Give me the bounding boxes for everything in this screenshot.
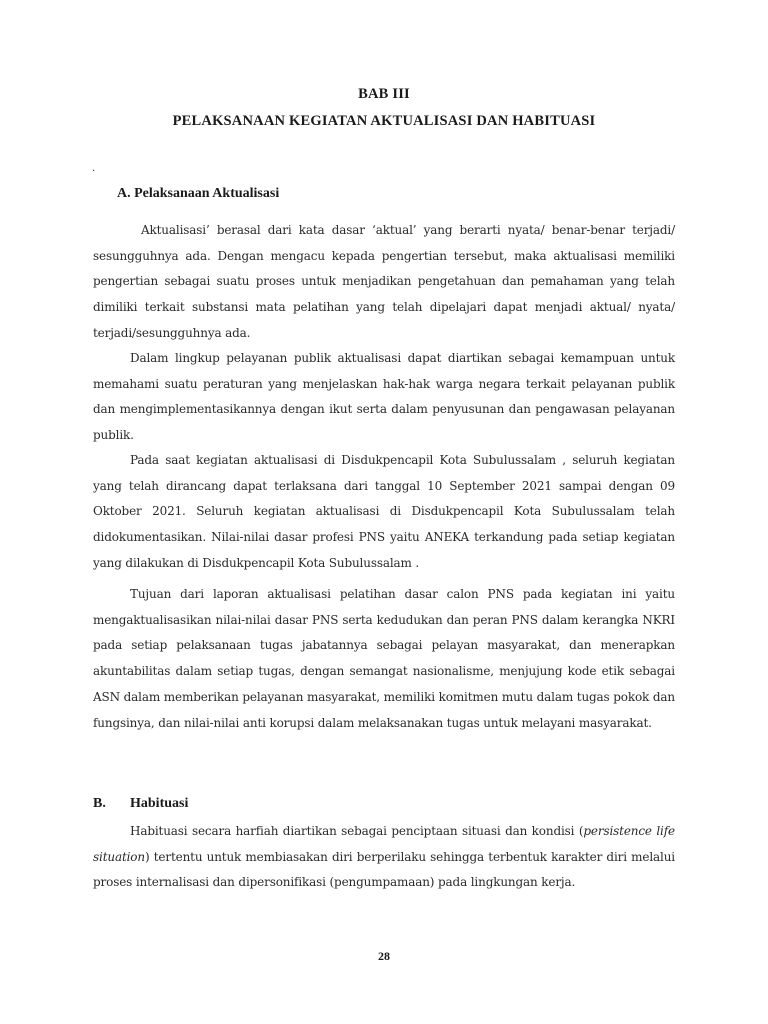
habituasi-text-after: ) tertentu untuk membiasakan diri berperilaku sehingga terbentuk karakter diri melalui proses internalisasi dan dipersonifikasi (pengumpamaan) pada lingkungan kerja. — [93, 849, 675, 890]
paragraph-report-purpose: Tujuan dari laporan aktualisasi pelatihan dasar calon PNS pada kegiatan ini yaitu mengaktualisasikan nilai-nilai dasar PNS serta kedudukan dan peran PNS dalam kerangka NKRI pada setiap pelaksanaan tugas jabatannya sebagai pelayan masyarakat, dan menerapkan akuntabilitas dalam setiap tugas, dengan semangat nasionalisme, menjujung kode etik sebagai ASN dalam memberikan pelayanan masyarakat, memiliki komitmen mutu dalam tugas pokok dan fungsinya, dan nilai-nilai anti korupsi dalam melaksanakan tugas untuk melayani masyarakat. — [93, 587, 675, 730]
paragraph-habituasi-definition — [93, 819, 675, 896]
section-b-label: B. — [93, 796, 106, 811]
paragraph-public-service: Dalam lingkup pelayanan publik aktualisasi dapat diartikan sebagai kemampuan untuk memahami suatu peraturan yang menjelaskan hak-hak warga negara terkait pelayanan publik dan mengimplementasikannya dengan ikut serta dalam penyusunan dan pengawasan pelayanan publik. — [93, 351, 675, 443]
chapter-number: BAB III — [358, 86, 410, 102]
paragraph-activity-period: Pada saat kegiatan aktualisasi di Disdukpencapil Kota Subulussalam , seluruh kegiatan yang telah dirancang dapat terlaksana dari tanggal 10 September 2021 sampai dengan 09 Oktober 2021. Seluruh kegiatan aktualisasi di Disdukpencapil Kota Subulussalam telah didokumentasikan. Nilai-nilai dasar profesi PNS yaitu ANEKA terkandung pada setiap kegiatan yang dilakukan di Disdukpencapil Kota Subulussalam . — [93, 453, 675, 570]
stray-marker: . — [92, 163, 96, 174]
section-b-title: Habituasi — [130, 796, 189, 811]
page-number: 28 — [378, 949, 390, 963]
habituasi-text-italic: persistence life situation — [93, 824, 675, 864]
paragraph-aktualisasi-definition: Aktualisasi’ berasal dari kata dasar ‘aktual’ yang berarti nyata/ benar-benar terjadi/ sesungguhnya ada. Dengan mengacu kepada pengertian tersebut, maka aktualisasi memiliki pengertian sebagai suatu proses untuk menjadikan pengetahuan dan pemahaman yang telah dimiliki terkait substansi mata pelatihan yang telah dipelajari dapat menjadi aktual/ nyata/ terjadi/sesungguhnya ada. — [93, 223, 675, 340]
section-a-heading: A. Pelaksanaan Aktualisasi — [117, 186, 280, 201]
habituasi-text-before: Habituasi secara harfiah diartikan sebagai penciptaan situasi dan kondisi ( — [130, 824, 584, 838]
chapter-title: PELAKSANAAN KEGIATAN AKTUALISASI DAN HABITUASI — [172, 113, 596, 129]
